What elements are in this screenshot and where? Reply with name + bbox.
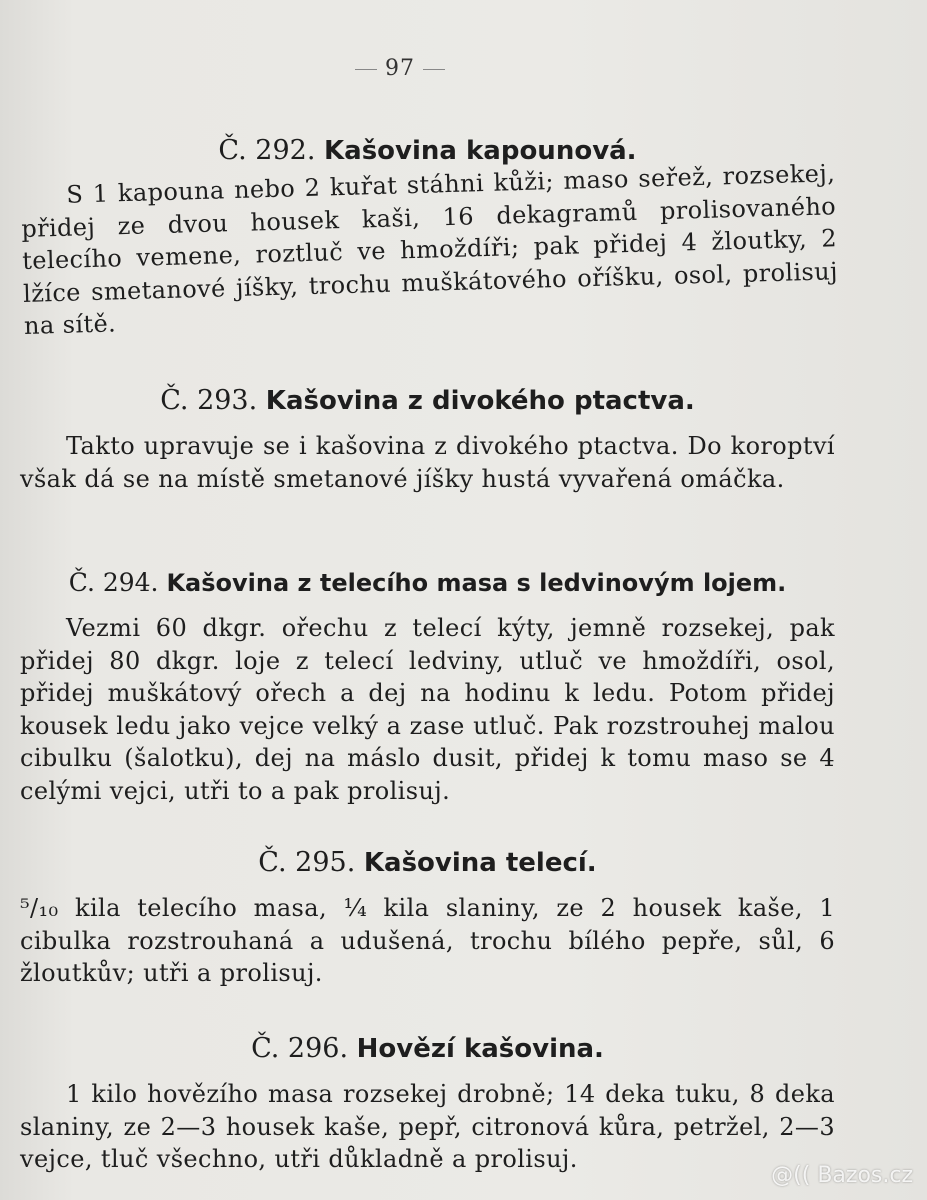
recipe-title — [20, 1032, 835, 1066]
recipe-text: ⁵/₁₀ kila telecího masa, ¼ kila slaniny, ze 2 housek kaše, 1 cibulka rozstrouhaná a udušená, trochu bílého pepře, sůl, 6 žloutkův; utři a prolisuj. — [20, 894, 835, 987]
recipe-296 — [20, 1032, 835, 1176]
recipe-name: Kašovina z divokého ptactva. — [265, 386, 695, 416]
recipe-title — [20, 566, 835, 600]
watermark-logo: @(( Bazos.cz — [771, 1163, 913, 1188]
recipe-number: Č. 294. — [68, 568, 159, 597]
recipe-number: Č. 292. — [218, 135, 316, 166]
recipe-text: 1 kilo hovězího masa rozsekej drobně; 14 deka tuku, 8 deka slaniny, ze 2—3 housek kaše, pepř, citronová kůra, petržel, 2—3 vejce, tluč všechno, utři důkladně a prolisuj. — [20, 1080, 835, 1173]
recipe-number: Č. 296. — [251, 1033, 349, 1064]
recipe-292 — [20, 134, 839, 343]
recipe-name: Hovězí kašovina. — [356, 1034, 604, 1064]
recipe-name: Kašovina z telecího masa s ledvinovým lojem. — [166, 569, 787, 597]
recipe-number: Č. 293. — [160, 385, 258, 416]
recipe-name: Kašovina telecí. — [363, 848, 597, 878]
page-number: 97 — [0, 56, 800, 81]
recipe-title — [20, 846, 835, 880]
recipe-title — [20, 384, 835, 418]
recipe-text: Takto upravuje se i kašovina z divokého ptactva. Do koroptví však dá se na místě smetanové jíšky hustá vyvařená omáčka. — [20, 432, 835, 493]
recipe-294 — [20, 566, 835, 807]
dash-left — [355, 69, 377, 70]
recipe-text: Vezmi 60 dkgr. ořechu z telecí kýty, jemně rozsekej, pak přidej 80 dkgr. loje z telecí ledviny, utluč ve hmoždíři, osol, přidej muškátový ořech a dej na hodinu k ledu. Potom přidej kousek ledu jako vejce velký a zase utluč. Pak rozstrouhej malou cibulku (šalotku), dej na máslo dusit, přidej k tomu maso se 4 celými vejci, utři to a pak prolisuj. — [20, 614, 835, 805]
recipe-name: Kašovina kapounová. — [324, 136, 637, 166]
recipe-text: S 1 kapouna nebo 2 kuřat stáhni kůži; maso seřež, rozsekej, přidej ze dvou housek kaši, 16 dekagramů prolisovaného telecího vemene, roztluč ve hmoždíři; pak přidej 4 žloutky, 2 lžíce smetanové jíšky, trochu muškátového oříšku, osol, prolisuj na sítě. — [20, 159, 839, 340]
recipe-295 — [20, 846, 835, 990]
dash-right — [423, 69, 445, 70]
recipe-293 — [20, 384, 835, 495]
recipe-number: Č. 295. — [258, 847, 356, 878]
